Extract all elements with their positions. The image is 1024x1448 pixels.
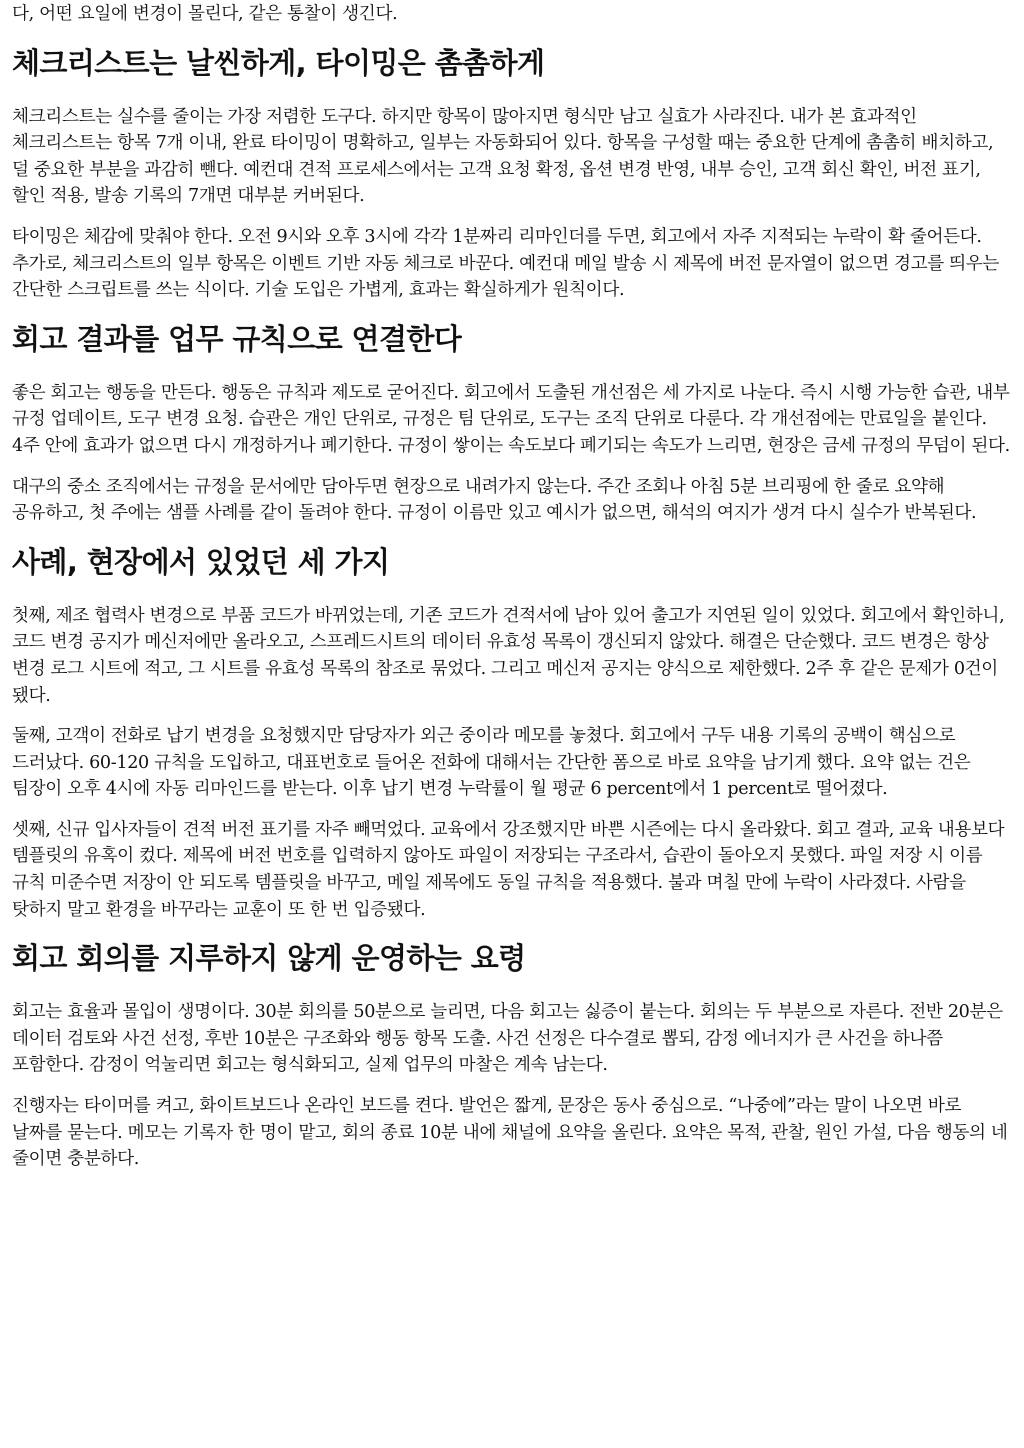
lead-paragraph: 다, 어떤 요일에 변경이 몰린다, 같은 통찰이 생긴다. <box>12 4 398 24</box>
section-heading-checklist: 체크리스트는 날씬하게, 타이밍은 촘촘하게 <box>12 45 545 80</box>
section-paragraph: 진행자는 타이머를 켜고, 화이트보드나 온라인 보드를 켠다. 발언은 짧게, 문장은 동사 중심으로. “나중에”라는 말이 나오면 바로 날짜를 묻는다. 메모는 기록자 한 명이 맡고, 회의 종료 10분 내에 채널에 요약을 올린다. 요약은 목적, 관찰, 원인 가설, 다음 행동의 네 줄이면 충분하다. <box>12 1096 1008 1170</box>
article-body <box>12 0 1010 1173</box>
section-paragraph: 체크리스트는 실수를 줄이는 가장 저렴한 도구다. 하지만 항목이 많아지면 형식만 남고 실효가 사라진다. 내가 본 효과적인 체크리스트는 항목 7개 이내, 완료 타이밍이 명확하고, 일부는 자동화되어 있다. 항목을 구성할 때는 중요한 단계에 촘촘히 배치하고, 덜 중요한 부분을 과감히 뺀다. 예컨대 견적 프로세스에서는 고객 요청 확정, 옵션 변경 반영, 내부 승인, 고객 회신 확인, 버전 표기, 할인 적용, 발송 기록의 7개면 대부분 커버된다. <box>12 106 994 207</box>
section-paragraph: 타이밍은 체감에 맞춰야 한다. 오전 9시와 오후 3시에 각각 1분짜리 리마인더를 두면, 회고에서 자주 지적되는 누락이 확 줄어든다. 추가로, 체크리스트의 일부 항목은 이벤트 기반 자동 체크로 바꾼다. 예컨대 메일 발송 시 제목에 버전 문자열이 없으면 경고를 띄우는 간단한 스크립트를 쓰는 식이다. 기술 도입은 가볍게, 효과는 확실하게가 원칙이다. <box>12 226 1000 301</box>
section-paragraph: 셋째, 신규 입사자들이 견적 버전 표기를 자주 빼먹었다. 교육에서 강조했지만 바쁜 시즌에는 다시 올라왔다. 회고 결과, 교육 내용보다 템플릿의 유혹이 컸다. 제목에 버전 번호를 입력하지 않아도 파일이 저장되는 구조라서, 습관이 돌아오지 못했다. 파일 저장 시 이름 규칙 미준수면 저장이 안 되도록 템플릿을 바꾸고, 메일 제목에도 동일 규칙을 적용했다. 불과 며칠 만에 누락이 사라졌다. 사람을 탓하지 말고 환경을 바꾸라는 교훈이 또 한 번 입증됐다. <box>12 819 1005 920</box>
section-paragraph: 대구의 중소 조직에서는 규정을 문서에만 담아두면 현장으로 내려가지 않는다. 주간 조회나 아침 5분 브리핑에 한 줄로 요약해 공유하고, 첫 주에는 샘플 사례를 같이 돌려야 한다. 규정이 이름만 있고 예시가 없으면, 해석의 여지가 생겨 다시 실수가 반복된다. <box>12 476 977 524</box>
section-heading-cases: 사례, 현장에서 있었던 세 가지 <box>12 544 390 579</box>
section-heading-rules: 회고 결과를 업무 규칙으로 연결한다 <box>12 321 462 356</box>
section-paragraph: 첫째, 제조 협력사 변경으로 부품 코드가 바뀌었는데, 기존 코드가 견적서에 남아 있어 출고가 지연된 일이 있었다. 회고에서 확인하니, 코드 변경 공지가 메신저에만 올라오고, 스프레드시트의 데이터 유효성 목록이 갱신되지 않았다. 해결은 단순했다. 코드 변경은 항상 변경 로그 시트에 적고, 그 시트를 유효성 목록의 참조로 묶었다. 그리고 메신저 공지는 양식으로 제한했다. 2주 후 같은 문제가 0건이 됐다. <box>12 605 1005 706</box>
section-paragraph: 좋은 회고는 행동을 만든다. 행동은 규칙과 제도로 굳어진다. 회고에서 도출된 개선점은 세 가지로 나눈다. 즉시 시행 가능한 습관, 내부 규정 업데이트, 도구 변경 요청. 습관은 개인 단위로, 규정은 팀 단위로, 도구는 조직 단위로 다룬다. 각 개선점에는 만료일을 붙인다. 4주 안에 효과가 없으면 다시 개정하거나 폐기한다. 규정이 쌓이는 속도보다 폐기되는 속도가 느리면, 현장은 금세 규정의 무덤이 된다. <box>12 382 1010 456</box>
section-paragraph: 회고는 효율과 몰입이 생명이다. 30분 회의를 50분으로 늘리면, 다음 회고는 싫증이 붙는다. 회의는 두 부분으로 자른다. 전반 20분은 데이터 검토와 사건 선정, 후반 10분은 구조화와 행동 항목 도출. 사건 선정은 다수결로 뽑되, 감정 에너지가 큰 사건을 하나쯤 포함한다. 감정이 억눌리면 회고는 형식화되고, 실제 업무의 마찰은 계속 남는다. <box>12 1002 1003 1076</box>
section-heading-meeting-tips: 회고 회의를 지루하지 않게 운영하는 요령 <box>12 941 526 976</box>
section-paragraph: 둘째, 고객이 전화로 납기 변경을 요청했지만 담당자가 외근 중이라 메모를 놓쳤다. 회고에서 구두 내용 기록의 공백이 핵심으로 드러났다. 60-120 규칙을 도입하고, 대표번호로 들어온 전화에 대해서는 간단한 폼으로 바로 요약을 남기게 했다. 요약 없는 건은 팀장이 오후 4시에 자동 리마인드를 받는다. 이후 납기 변경 누락률이 월 평균 6 percent에서 1 percent로 떨어졌다. <box>12 726 971 800</box>
